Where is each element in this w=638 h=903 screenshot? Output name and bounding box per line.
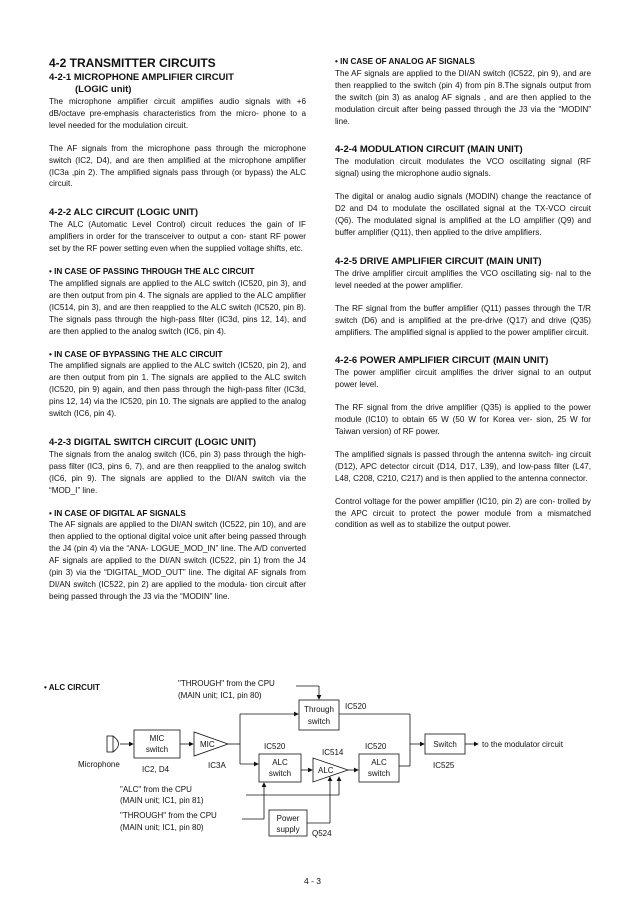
diagram-heading: • ALC CIRCUIT <box>44 683 100 692</box>
section-4-2-4-title: 4-2-4 MODULATION CIRCUIT (MAIN UNIT) <box>335 144 523 156</box>
paragraph: The amplified signals is passed through the antenna switch- ing circuit (D12), APC detector circuit (D14, D17, L39), and low-pass filter (L47, L48, C208, C210, C217) and is then applied to the antenna connector. <box>335 449 591 483</box>
paragraph: The power amplifier circuit amplifies the driver signal to an output power level. <box>335 368 591 390</box>
paragraph: The digital or analog audio signals (MODIN) change the reactance of D2 and D4 to modulate the oscillated signal at the TX-VCO circuit (Q6). The modulated signal is amplified at the LO amplifier (Q9) and buffer amplifier (Q11), then applied to the drive amplifiers. <box>335 192 591 237</box>
alc-switch-2-ref: IC520 <box>365 742 387 751</box>
through-bottom-label-2: (MAIN unit; IC1, pin 80) <box>120 823 204 832</box>
paragraph: The amplified signals are applied to the ALC switch (IC520, pin 3), and are then output from pin 4. The signals are applied to the ALC amplifier (IC514, pin 3), and are then reapplied to the ALC switch (IC520, pin 8). The signals pass through the high-pass filter (IC3d, pins 12, 14), and are then applied to the analog switch (IC6, pin 4). <box>49 278 306 336</box>
mic-switch-ref: IC2, D4 <box>142 765 170 774</box>
alc-circuit-diagram <box>44 676 600 846</box>
mic-switch-label-1: MIC <box>149 734 165 743</box>
microphone-icon <box>107 736 113 752</box>
section-4-2-3-title: 4-2-3 DIGITAL SWITCH CIRCUIT (LOGIC UNIT) <box>49 436 257 448</box>
switch-ref: IC525 <box>433 761 455 770</box>
alc-switch-1-ref: IC520 <box>264 742 286 751</box>
alc-cpu-label-1: "ALC" from the CPU <box>120 785 192 794</box>
through-bottom-label-1: "THROUGH" from the CPU <box>120 811 217 820</box>
bullet-heading: • IN CASE OF BYPASSING THE ALC CIRCUIT <box>49 349 223 359</box>
section-4-2-6-title: 4-2-6 POWER AMPLIFIER CIRCUIT (MAIN UNIT) <box>335 355 549 367</box>
alc-amp-ref: IC514 <box>322 748 344 757</box>
microphone-label: Microphone <box>78 760 120 769</box>
switch-label: Switch <box>433 740 457 749</box>
paragraph: The RF signal from the buffer amplifier (Q11) passes through the T/R switch (D6) and is amplified at the pre-drive (Q17) and drive (Q35) amplifiers. The amplified signal is applied to the power amplifier circuit. <box>335 303 591 337</box>
microphone-head-icon <box>113 736 119 752</box>
paragraph: The AF signals are applied to the DI/AN switch (IC522, pin 9), and are then reapplied to the switch (pin 4) from pin 8.The signals output from the switch (pin 3) as analog AF signals , and are then applied to the modulation circuit after being passed through the J3 via the “MODIN” line. <box>335 68 591 126</box>
paragraph: The amplified signals are applied to the ALC switch (IC520, pin 2), and are then output from pin 1. The signals are applied to the ALC switch (IC520, pin 9) again, and then pass through the high-pass filter (IC3d, pins 12, 14) via the IC520, pin 10. The signals are applied to the analog switch (IC6, pin 4). <box>49 361 306 419</box>
power-supply-ref: Q524 <box>312 829 332 838</box>
mic-amp-label: MIC <box>200 740 215 749</box>
right-column <box>335 56 591 531</box>
through-switch-ref: IC520 <box>345 702 367 711</box>
alc-switch-1-label-1: ALC <box>272 758 288 767</box>
section-4-2-1-heading: 4-2-1 MICROPHONE AMPLIFIER CIRCUIT <box>49 72 234 83</box>
through-top-label-1: "THROUGH" from the CPU <box>178 679 275 688</box>
bullet-heading: • IN CASE OF ANALOG AF SIGNALS <box>335 57 475 66</box>
power-supply-label-1: Power <box>276 814 300 823</box>
bullet-heading: • IN CASE OF DIGITAL AF SIGNALS <box>49 508 186 518</box>
alc-switch-1-label-2: switch <box>268 769 292 778</box>
through-top-label-2: (MAIN unit; IC1, pin 80) <box>178 691 262 700</box>
main-title: 4-2 TRANSMITTER CIRCUITS <box>49 56 216 70</box>
paragraph: The drive amplifier circuit amplifies the VCO oscillating sig- nal to the level needed at the power amplifier. <box>335 268 591 290</box>
page-number: 4 - 3 <box>304 876 322 886</box>
section-4-2-1-subheading: (LOGIC unit) <box>75 84 132 95</box>
alc-cpu-label-2: (MAIN unit; IC1, pin 81) <box>120 796 204 805</box>
power-supply-label-2: supply <box>276 825 300 834</box>
alc-amp-label: ALC <box>318 766 334 775</box>
section-4-2-1-title <box>49 72 306 96</box>
section-4-2-5-title: 4-2-5 DRIVE AMPLIFIER CIRCUIT (MAIN UNIT) <box>335 255 542 267</box>
paragraph: The microphone amplifier circuit amplifies audio signals with +6 dB/octave pre-emphasis characteristics from the micro- phone to a level needed for the modulation circuit. <box>49 97 306 130</box>
through-switch-label-1: Through <box>304 705 334 714</box>
paragraph: The ALC (Automatic Level Control) circuit reduces the gain of IF amplifiers in order for the transceiver to output a con- stant RF power set by the RF power setting even when the supplied voltage shifts, etc. <box>49 220 306 254</box>
alc-switch-2-label-2: switch <box>367 769 391 778</box>
mic-amp-ref: IC3A <box>208 761 226 770</box>
left-column <box>49 56 306 603</box>
paragraph: The AF signals are applied to the DI/AN switch (IC522, pin 10), and are then applied to the optional digital voice unit after being passed through the J4 (pin 4) via the “ANA- LOGUE_MOD_IN” line. The A/D converted AF signals are applied to the DI/AN switch (IC522, pin 1) from the J4 (pin 3) via the “DIGITAL_MOD_OUT” line. The digital AF signals from DI/AN switch (IC522, pin 2) are applied to the modula- tion circuit after being passed through the J3 via the “MODIN” line. <box>49 520 306 601</box>
paragraph: The AF signals from the microphone pass through the microphone switch (IC2, D4), and are then amplified at the microphone amplifier (IC3a ,pin 2). The amplified signals pass through (or bypass) the ALC circuit. <box>49 143 306 189</box>
paragraph: Control voltage for the power amplifier (IC10, pin 2) are con- trolled by the APC circuit to protect the power module from a mismatched condition as well as to stabilize the output power. <box>335 496 591 530</box>
mic-switch-label-2: switch <box>145 745 169 754</box>
paragraph: The signals from the analog switch (IC6, pin 3) pass through the high-pass filter (IC3, pins 6, 7), and are then reapplied to the analog switch (IC6, pin 9). The signals are applied to the DI/AN switch via the “MOD_I” line. <box>49 449 306 495</box>
output-label: to the modulator circuit <box>482 740 563 749</box>
section-4-2-2-title: 4-2-2 ALC CIRCUIT (LOGIC UNIT) <box>49 207 199 219</box>
paragraph: The modulation circuit modulates the VCO oscillating signal (RF signal) using the microphone audio signals. <box>335 157 591 179</box>
alc-switch-2-label-1: ALC <box>371 758 387 767</box>
bullet-heading: • IN CASE OF PASSING THROUGH THE ALC CIRCUIT <box>49 267 255 277</box>
paragraph: The RF signal from the drive amplifier (Q35) is applied to the power module (IC10) to obtain 65 W (50 W for Korea ver- sion, 25 W for Taiwan version) of RF power. <box>335 403 591 437</box>
through-switch-label-2: switch <box>307 717 331 726</box>
